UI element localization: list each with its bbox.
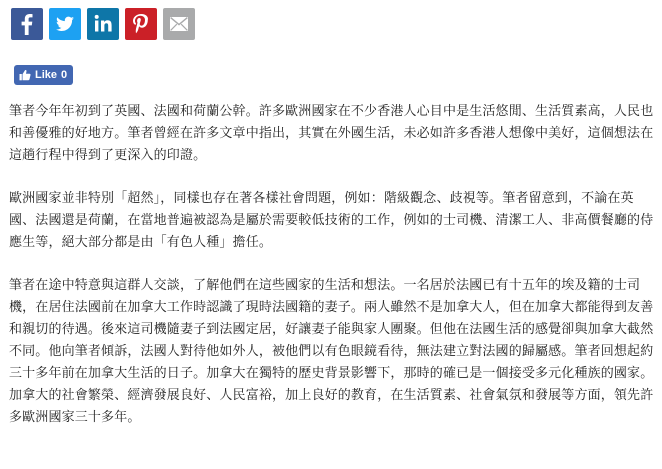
facebook-icon xyxy=(11,8,43,40)
like-label: Like xyxy=(35,69,58,81)
article-paragraph: 歐洲國家並非特別「超然」，同樣也存在著各樣社會問題，例如：階級觀念、歧視等。筆者留意到，不論在英國、法國還是荷蘭，在當地普遍被認為是屬於需要較低技術的工作，例如的士司機、清潔工人、非高價餐廳的侍應生等，絕大部分都是由「有色人種」擔任。 xyxy=(9,191,654,250)
email-share-button[interactable] xyxy=(163,8,195,40)
linkedin-share-button[interactable] xyxy=(87,8,119,40)
email-icon xyxy=(163,8,195,40)
like-count: 0 xyxy=(61,69,68,81)
pinterest-share-button[interactable] xyxy=(125,8,157,40)
facebook-like-button[interactable] xyxy=(14,65,73,85)
facebook-share-button[interactable] xyxy=(11,8,43,40)
thumbs-up-icon xyxy=(19,69,31,81)
article-body xyxy=(9,101,657,450)
pinterest-icon xyxy=(125,8,157,40)
article-paragraph: 筆者在途中特意與這群人交談，了解他們在這些國家的生活和想法。一名居於法國已有十五年的埃及籍的士司機，在居住法國前在加拿大工作時認識了現時法國籍的妻子。兩人雖然不是加拿大人，但在加拿大都能得到友善和親切的待遇。後來這司機隨妻子到法國定居，好讓妻子能與家人團聚。但他在法國生活的感覺卻與加拿大截然不同。他向筆者傾訴，法國人對待他如外人，被他們以有色眼鏡看待，無法建立對法國的歸屬感。筆者回想起約三十多年前在加拿大生活的日子。加拿大在獨特的歷史背景影響下，那時的確已是一個接受多元化種族的國家。加拿大的社會繁榮、經濟發展良好、人民富裕，加上良好的教育，在生活質素、社會氣氛和發展等方面，領先許多歐洲國家三十多年。 xyxy=(9,278,654,425)
twitter-icon xyxy=(49,8,81,40)
article-paragraph: 筆者今年年初到了英國、法國和荷蘭公幹。許多歐洲國家在不少香港人心目中是生活悠閒、生活質素高，人民也和善優雅的好地方。筆者曾經在許多文章中指出，其實在外國生活，未必如許多香港人想像中美好，這個想法在這趟行程中得到了更深入的印證。 xyxy=(9,104,654,163)
twitter-share-button[interactable] xyxy=(49,8,81,40)
share-bar xyxy=(11,8,195,40)
linkedin-icon xyxy=(87,8,119,40)
